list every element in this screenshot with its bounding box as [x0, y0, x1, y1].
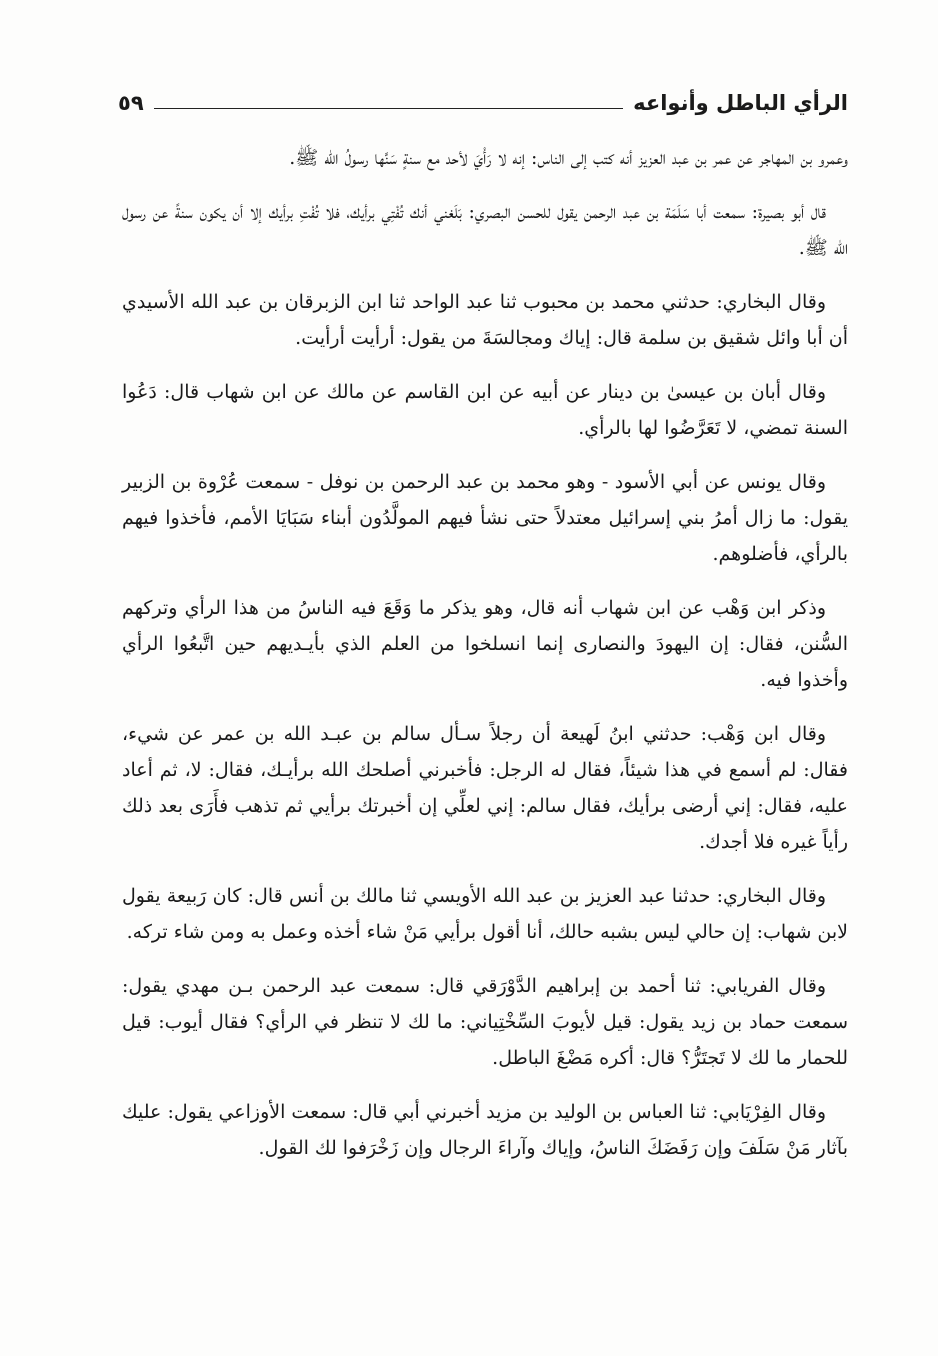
paragraph-4: وقال أبان بن عيسىٰ بن دينار عن أبيه عن ابن القاسم عن مالك عن ابن شهاب قال: دَعُوا السنة تمضي، لا تَعَرَّضُوا لها بالرأي.	[122, 381, 848, 439]
paragraph-3: وقال البخاري: حدثني محمد بن محبوب ثنا عبد الواحد ثنا ابن الزبرقان بن عبد الله الأسيدي أن أبا وائل شقيق بن سلمة قال: إياك ومجالسَةَ من يقول: أرأيت أرأيت.	[122, 291, 848, 349]
paragraph-1: وعمرو بن المهاجر عن عمر بن عبد العزيز أنه كتب إلى الناس: إنه لا رَأْيَ لأحد مع سنةٍ سَنَّها رسولُ الله ﷺ.	[289, 147, 848, 169]
paragraph-5: وقال يونس عن أبي الأسود - وهو محمد بن عبد الرحمن بن نوفل - سمعت عُرْوة بن الزبير يقول: ما زال أمرُ بني إسرائيل معتدلاً حتى نشأ فيهم المولَّدُون أبناء سَبَايَا الأمم، فأخذوا فيهم بالرأي، فأضلوهم.	[122, 471, 848, 565]
paragraph-2: قال أبو بصيرة: سمعت أبا سَلَمَة بن عبد الرحمن يقول للحسن البصري: بَلَغني أنك تُفْتِي برأيك، فلا تُفْتِ برأيك إلا أن يكون سنةً عن رسول الله ﷺ.	[122, 201, 848, 259]
running-header	[118, 86, 848, 118]
page-number: ٥٩	[118, 91, 144, 115]
paragraph-10: وقال الفِرْيَابي: ثنا العباس بن الوليد بن مزيد أخبرني أبي قال: سمعت الأوزاعي يقول: عليك بآثار مَنْ سَلَفَ وإن رَفَضَكَ الناسُ، وإياك وآراءَ الرجال وإن زَخْرَفوا لك القول.	[122, 1101, 848, 1159]
header-rule	[154, 108, 623, 109]
paragraph-8: وقال البخاري: حدثنا عبد العزيز بن عبد الله الأويسي ثنا مالك بن أنس قال: كان رَبيعة يقول لابن شهاب: إن حالي ليس بشبه حالك، أنا أقول برأيي مَنْ شاء أخذه وعمل به ومن شاء تركه.	[122, 885, 848, 943]
page-body	[122, 140, 848, 1184]
paragraph-7: وقال ابن وَهْب: حدثني ابنُ لَهيعة أن رجلاً سـأل سالم بن عبـد الله بن عمر عن شيء، فقال: لم أسمع في هذا شيئاً، فقال له الرجل: فأخبرني أصلحك الله برأيـك، فقال: لا، ثم أعاد عليه، فقال: إني أرضى برأيك، فقال سالم: إني لعلِّي إن أخبرتك برأيي ثم تذهب فأَرَى بعد ذلك رأياً غيره فلا أجدك.	[122, 723, 848, 853]
paragraph-6: وذكر ابن وَهْب عن ابن شهاب أنه قال، وهو يذكر ما وَقَعَ فيه الناسُ من هذا الرأي وتركهم السُّنن، فقال: إن اليهودَ والنصارى إنما انسلخوا من العلم الذي بأيـديهم حين اتَّبعُوا الرأي وأخذوا فيه.	[122, 597, 848, 691]
chapter-title: الرأي الباطل وأنواعه	[633, 91, 848, 115]
paragraph-9: وقال الفريابي: ثنا أحمد بن إبراهيم الدَّوْرَقي قال: سمعت عبد الرحمن بـن مهدي يقول: سمعت حماد بن زيد يقول: قيل لأيوبَ السِّخْتِياني: ما لك لا تنظر في الرأي؟ فقال أيوب: قيل للحمار ما لك لا تَجتَرُّ؟ قال: أكره مَضْغَ الباطل.	[122, 975, 848, 1069]
